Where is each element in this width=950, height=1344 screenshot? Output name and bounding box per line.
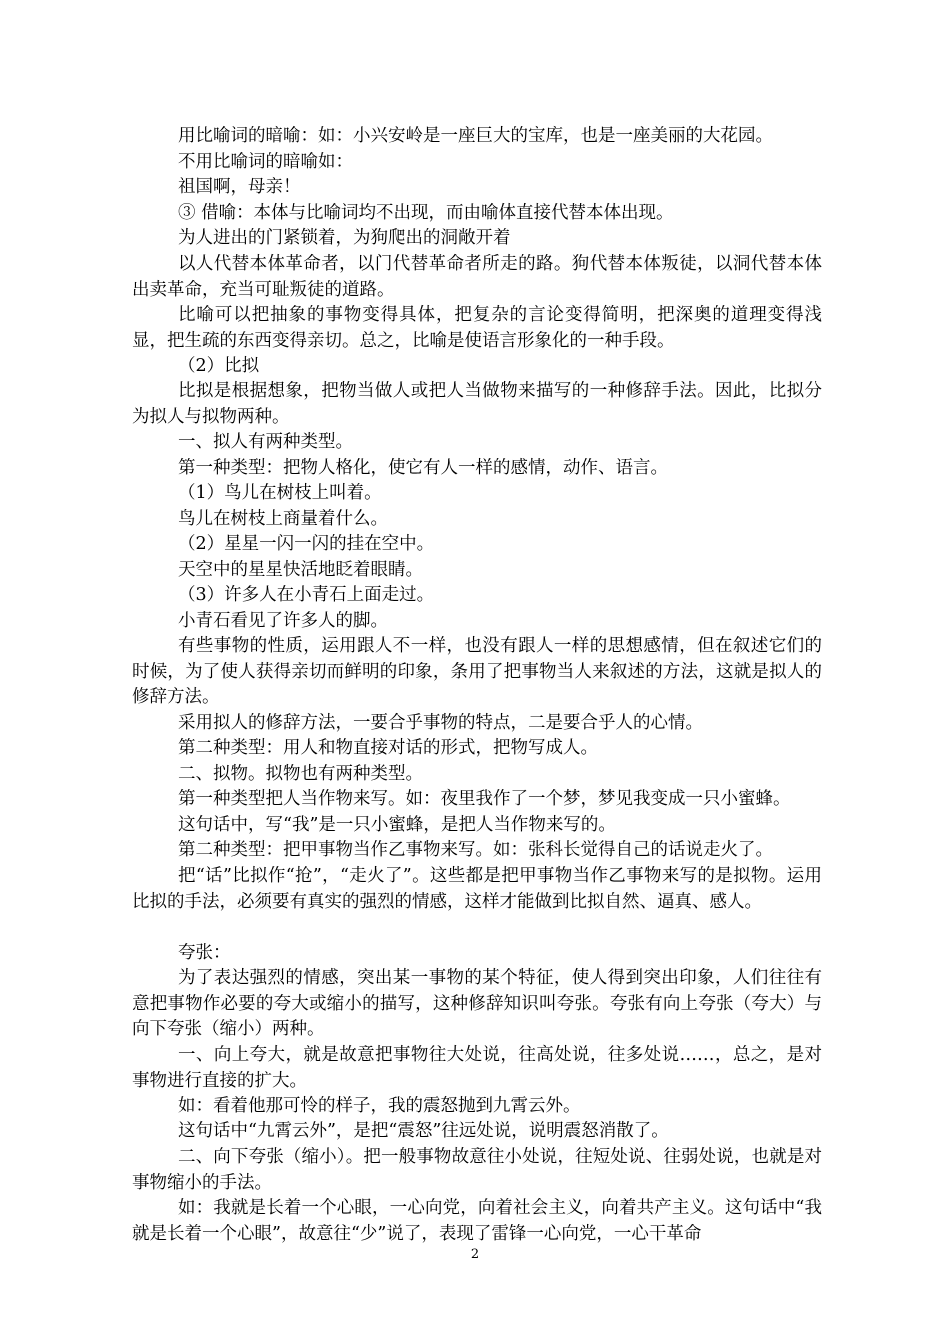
page-number: 2 xyxy=(470,1247,480,1262)
paragraph: 为人进出的门紧锁着，为狗爬出的洞敞开着 xyxy=(178,228,511,248)
paragraph: 二、向下夸张（缩小）。把一般事物故意往小处说，往短处说、往弱处说，也就是对事物缩小的手法。 xyxy=(132,1147,822,1193)
paragraph: 一、拟人有两种类型。 xyxy=(178,432,353,452)
paragraph: 如：看着他那可怜的样子，我的震怒抛到九霄云外。 xyxy=(178,1096,581,1116)
paragraph: 以人代替本体革命者，以门代替革命者所走的路。狗代替本体叛徒，以洞代替本体出卖革命，充当可耻叛徒的道路。 xyxy=(132,254,822,300)
section-heading: 夸张： xyxy=(178,943,231,963)
paragraph: 鸟儿在树枝上商量着什么。 xyxy=(178,509,388,529)
paragraph: 用比喻词的暗喻：如：小兴安岭是一座巨大的宝库，也是一座美丽的大花园。 xyxy=(178,126,773,146)
paragraph: 小青石看见了许多人的脚。 xyxy=(178,611,388,631)
paragraph: （3）许多人在小青石上面走过。 xyxy=(178,585,435,605)
paragraph: ③ 借喻：本体与比喻词均不出现，而由喻体直接代替本体出现。 xyxy=(178,203,674,223)
paragraph: 一、向上夸大，就是故意把事物往大处说，往高处说，往多处说……，总之，是对事物进行直接的扩大。 xyxy=(132,1045,822,1091)
paragraph: 这句话中，写“我”是一只小蜜蜂，是把人当作物来写的。 xyxy=(178,815,616,835)
paragraph: （1）鸟儿在树枝上叫着。 xyxy=(178,483,382,503)
paragraph: 二、拟物。拟物也有两种类型。 xyxy=(178,764,423,784)
section-heading: （2）比拟 xyxy=(178,356,260,376)
paragraph: 为了表达强烈的情感，突出某一事物的某个特征，使人得到突出印象，人们往往有意把事物作必要的夸大或缩小的描写，这种修辞知识叫夸张。夸张有向上夸张（夸大）与向下夸张（缩小）两种。 xyxy=(132,968,822,1039)
paragraph: 第一种类型：把物人格化，使它有人一样的感情，动作、语言。 xyxy=(178,458,668,478)
paragraph: 第二种类型：用人和物直接对话的形式，把物写成人。 xyxy=(178,738,598,758)
paragraph: 第二种类型：把甲事物当作乙事物来写。如：张科长觉得自己的话说走火了。 xyxy=(178,840,773,860)
paragraph: 如：我就是长着一个心眼，一心向党，向着社会主义，向着共产主义。这句话中“我就是长着一个心眼”，故意往“少”说了，表现了雷锋一心向党，一心干革命 xyxy=(132,1198,822,1244)
paragraph: 比拟是根据想象，把物当做人或把人当做物来描写的一种修辞手法。因此，比拟分为拟人与拟物两种。 xyxy=(132,381,822,427)
paragraph: 这句话中“九霄云外”，是把“震怒”往远处说，说明震怒消散了。 xyxy=(178,1121,669,1141)
paragraph: 有些事物的性质，运用跟人不一样，也没有跟人一样的思想感情，但在叙述它们的时候，为了使人获得亲切而鲜明的印象，条用了把事物当人来叙述的方法，这就是拟人的修辞方法。 xyxy=(132,636,822,707)
paragraph: 天空中的星星快活地眨着眼睛。 xyxy=(178,560,423,580)
paragraph: 祖国啊，母亲！ xyxy=(178,177,301,197)
paragraph: 不用比喻词的暗喻如： xyxy=(178,152,353,172)
paragraph: 采用拟人的修辞方法，一要合乎事物的特点，二是要合乎人的心情。 xyxy=(178,713,703,733)
paragraph: （2）星星一闪一闪的挂在空中。 xyxy=(178,534,435,554)
paragraph: 把“话”比拟作“抢”，“走火了”。这些都是把甲事物当作乙事物来写的是拟物。运用比拟的手法，必须要有真实的强烈的情感，这样才能做到比拟自然、逼真、感人。 xyxy=(132,866,822,912)
paragraph: 比喻可以把抽象的事物变得具体，把复杂的言论变得简明，把深奥的道理变得浅显，把生疏的东西变得亲切。总之，比喻是使语言形象化的一种手段。 xyxy=(132,305,822,351)
paragraph: 第一种类型把人当作物来写。如：夜里我作了一个梦，梦见我变成一只小蜜蜂。 xyxy=(178,789,791,809)
